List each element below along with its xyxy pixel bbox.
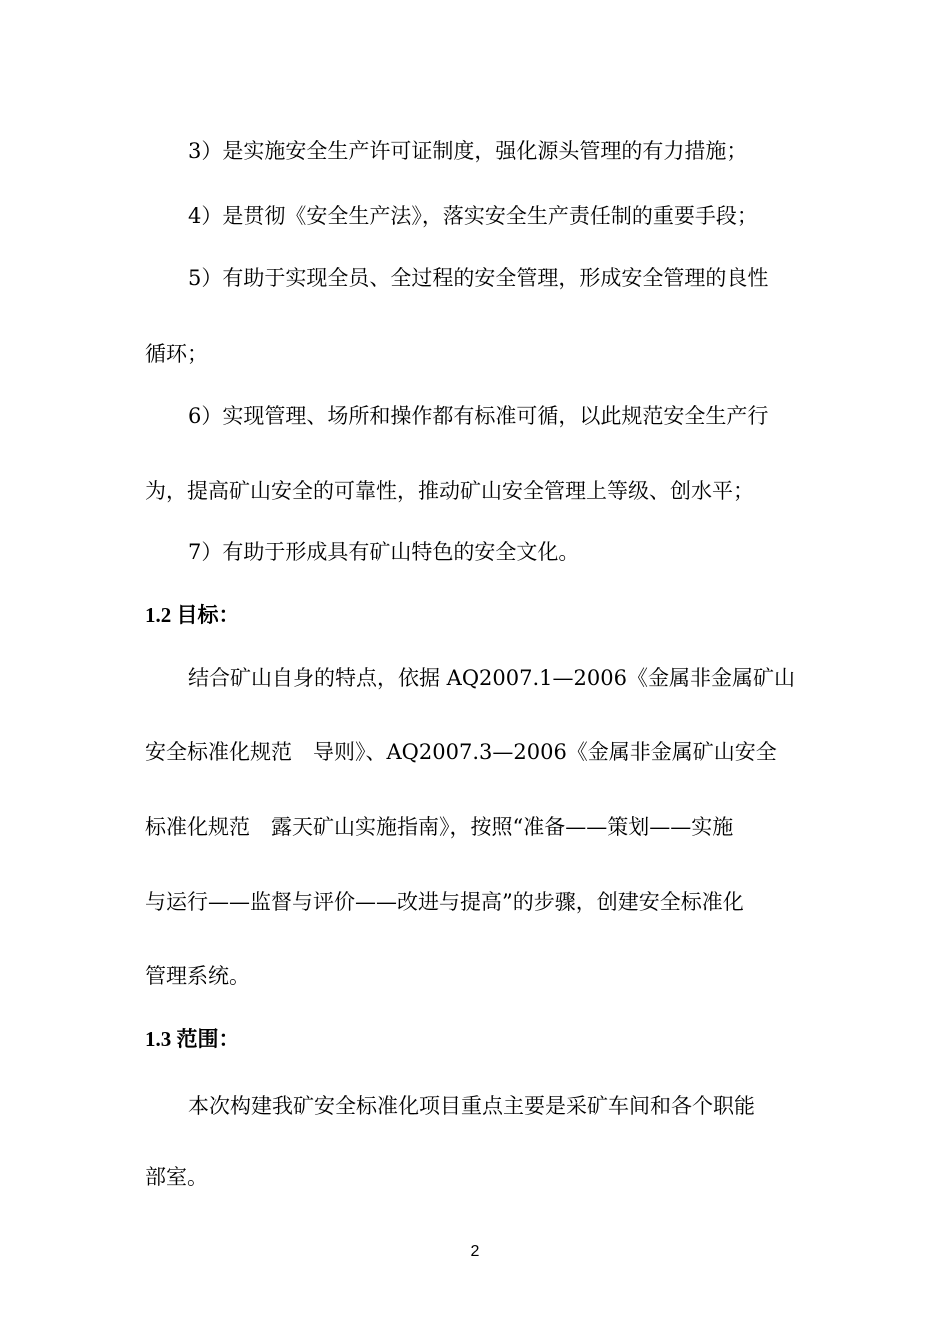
point-7: 7）有助于形成具有矿山特色的安全文化。: [188, 540, 580, 564]
point-4: 4）是贯彻《安全生产法》，落实安全生产责任制的重要手段；: [188, 204, 758, 228]
heading-1-2: 1.2 目标：: [145, 603, 240, 627]
scope-line-1: 本次构建我矿安全标准化项目重点主要是采矿车间和各个职能: [188, 1094, 755, 1118]
point-6-line-2: 为，提高矿山安全的可靠性，推动矿山安全管理上等级、创水平；: [145, 479, 754, 503]
goal-line-4: 与运行——监督与评价——改进与提高”的步骤，创建安全标准化: [145, 890, 744, 914]
heading-1-3: 1.3 范围：: [145, 1027, 240, 1051]
goal-line-1: 结合矿山自身的特点，依据 AQ2007.1—2006《金属非金属矿山: [188, 666, 795, 690]
goal-line-2: 安全标准化规范 导则》、AQ2007.3—2006《金属非金属矿山安全: [145, 740, 777, 764]
point-3: 3）是实施安全生产许可证制度，强化源头管理的有力措施；: [188, 139, 748, 163]
point-5-line-1: 5）有助于实现全员、全过程的安全管理，形成安全管理的良性: [188, 266, 769, 290]
goal-line-5: 管理系统。: [145, 964, 250, 988]
scope-line-2: 部室。: [145, 1165, 208, 1189]
goal-line-3: 标准化规范 露天矿山实施指南》，按照“准备——策划——实施: [145, 815, 734, 839]
point-6-line-1: 6）实现管理、场所和操作都有标准可循，以此规范安全生产行: [188, 404, 769, 428]
page-number: 2: [470, 1243, 480, 1260]
point-5-line-2: 循环；: [145, 342, 208, 366]
